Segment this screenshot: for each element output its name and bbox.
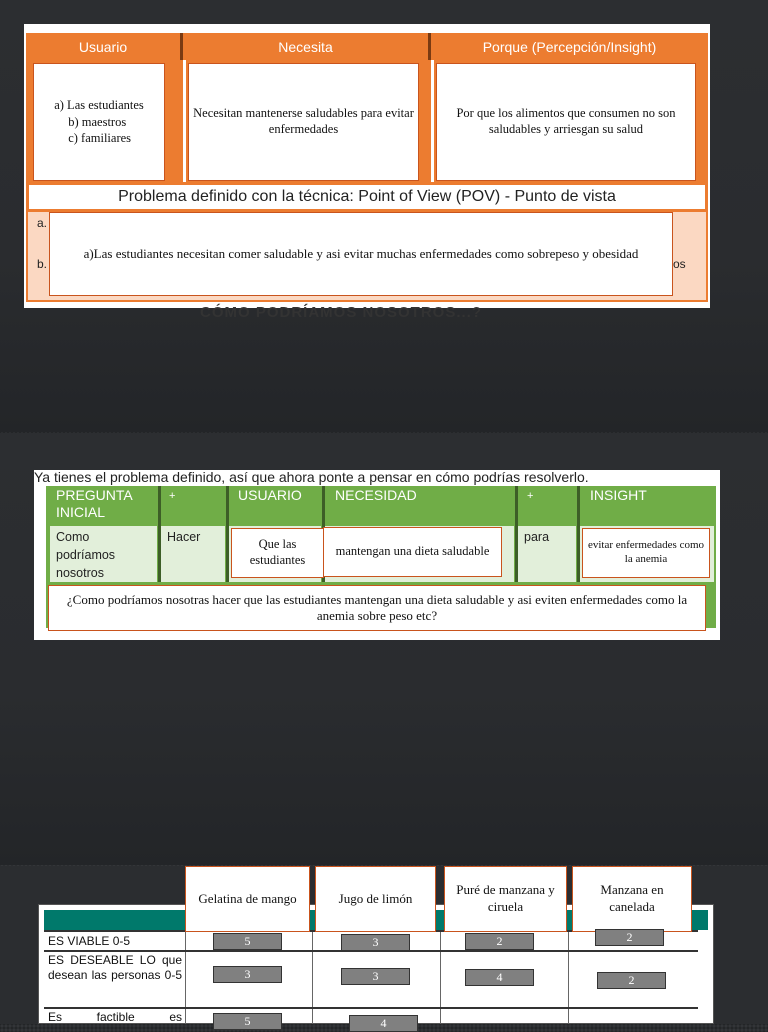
necesita-box: Necesitan mantenerse saludables para evitar enfermedades [188,63,419,181]
score-deseable-3: 4 [465,969,534,986]
criterion-factible: Es factible es [48,1010,182,1024]
hmw-header-necesidad: NECESIDAD [335,487,417,503]
evaluation-col-line [568,930,569,1024]
score-viable-1: 5 [213,933,282,950]
score-viable-2: 3 [341,934,410,951]
evaluation-col-line [440,930,441,1024]
hmw-header-usuario: USUARIO [238,487,302,503]
criterion-deseable-text: ES DESEABLE LO que desean las personas 0-5 [48,953,182,983]
porque-box: Por que los alimentos que consumen no son saludables y arriesgan su salud [436,63,696,181]
hmw-header-insight: INSIGHT [590,487,647,503]
hmw-intro: Ya tienes el problema definido, así que ahora ponte a pensar en cómo podrías resolverlo. [34,469,589,485]
pov-letter-b: b. [37,257,48,271]
hmw-cell-hacer: Hacer [161,526,225,582]
score-factible-1: 5 [213,1013,282,1030]
option-manzana-canelada: Manzana en canelada [572,866,692,932]
score-deseable-4: 2 [597,972,666,989]
score-viable-3: 2 [465,933,534,950]
hmw-cell-para: para [518,526,576,582]
usuario-item-a: a) Las estudiantes [54,97,144,112]
option-pure-manzana-ciruela: Puré de manzana y ciruela [444,866,567,932]
header-porque: Porque (Percepción/Insight) [431,33,708,60]
score-viable-4: 2 [595,929,664,946]
hmw-cell-pregunta: Como podríamos nosotros [50,526,157,582]
hmw-question-box: ¿Como podríamos nosotras hacer que las estudiantes mantengan una dieta saludable y asi eviten enfermedades como la anemia sobre peso etc? [48,585,706,631]
usuario-list [54,97,144,148]
hmw-necesidad-box: mantengan una dieta saludable [323,527,502,577]
usuario-box [33,63,165,181]
header-usuario: Usuario [26,33,183,60]
cut-heading [200,304,540,310]
score-deseable-2: 3 [341,968,410,985]
score-deseable-1: 3 [213,966,282,983]
hmw-insight-box: evitar enfermedades como la anemia [582,528,710,578]
hmw-header-plus-2: + [527,490,534,502]
hmw-usuario-box: Que las estudiantes [231,528,324,578]
hmw-header-pregunta: PREGUNTA INICIAL [56,487,132,520]
option-jugo-limon: Jugo de limón [315,866,436,932]
evaluation-col-line [185,930,186,1024]
pov-right-fragment: os [673,257,686,271]
score-factible-2: 4 [349,1015,418,1032]
hmw-header-plus-1: + [169,490,176,502]
header-necesita: Necesita [183,33,431,60]
usuario-item-c: c) familiares [68,131,132,146]
criterion-deseable [48,953,182,984]
pov-letter-a: a. [37,216,48,230]
evaluation-row-line [44,1007,698,1009]
option-gelatina-mango: Gelatina de mango [185,866,310,932]
evaluation-col-line [312,930,313,1024]
pov-title: Problema definido con la técnica: Point of View (POV) - Punto de vista [28,184,706,210]
pov-statement-box: a)Las estudiantes necesitan comer saludable y asi evitar muchas enfermedades como sobrepeso y obesidad [49,212,673,296]
criterion-viable: ES VIABLE 0-5 [48,934,131,948]
pov-table-header [26,33,708,60]
usuario-item-b: b) maestros [68,114,127,129]
